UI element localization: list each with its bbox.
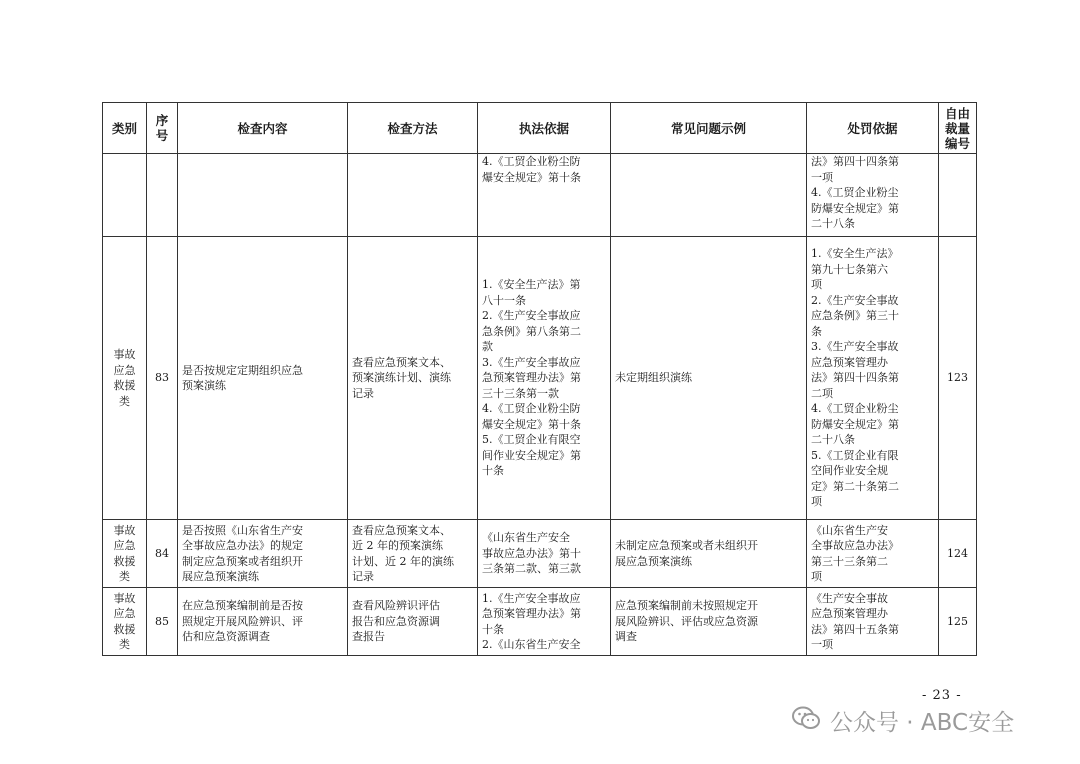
cell-number: 85 (147, 588, 178, 656)
cell-empty (348, 154, 478, 237)
cell-empty (611, 154, 807, 237)
cell-empty (147, 154, 178, 237)
cell-method: 查看风险辨识评估 报告和应急资源调 查报告 (348, 588, 478, 656)
cell-basis: 1.《生产安全事故应 急预案管理办法》第 十条 2.《山东省生产安全 (478, 588, 611, 656)
table-row (103, 520, 977, 588)
table-header-row (103, 103, 977, 154)
cell-number: 83 (147, 237, 178, 520)
watermark-text: 公众号 · ABC安全 (830, 710, 1015, 736)
cell-penalty: 《山东省生产安 全事故应急办法》 第三十三条第二 项 (807, 520, 939, 588)
cell-code: 124 (939, 520, 977, 588)
cell-method: 查看应急预案文本、 预案演练计划、演练 记录 (348, 237, 478, 520)
header-basis: 执法依据 (478, 103, 611, 154)
header-issue: 常见问题示例 (611, 103, 807, 154)
table-row (103, 588, 977, 656)
table-row (103, 237, 977, 520)
cell-code: 123 (939, 237, 977, 520)
table-row-continuation (103, 154, 977, 237)
wechat-icon (792, 706, 820, 736)
cell-number: 84 (147, 520, 178, 588)
header-number: 序 号 (147, 103, 178, 154)
cell-issue: 未制定应急预案或者未组织开 展应急预案演练 (611, 520, 807, 588)
page-number: - 23 - (922, 688, 962, 703)
cell-content: 是否按规定定期组织应急 预案演练 (178, 237, 348, 520)
cell-penalty: 1.《安全生产法》 第九十七条第六 项 2.《生产安全事故 应急条例》第三十 条 3.《生产安全事故 应急预案管理办 法》第四十四条第 二项 4.《工贸企业粉尘 防爆安全规定》第 二十八条 5.《工贸企业有限 空间作业安全规 定》第二十条第二 项 (807, 237, 939, 520)
header-code: 自由 裁量 编号 (939, 103, 977, 154)
header-category: 类别 (103, 103, 147, 154)
cell-penalty: 法》第四十四条第 一项 4.《工贸企业粉尘 防爆安全规定》第 二十八条 (807, 154, 939, 237)
cell-category: 事故 应急 救援 类 (103, 520, 147, 588)
header-penalty: 处罚依据 (807, 103, 939, 154)
inspection-table (102, 102, 977, 656)
header-content: 检查内容 (178, 103, 348, 154)
cell-code: 125 (939, 588, 977, 656)
watermark (792, 704, 1014, 737)
cell-penalty: 《生产安全事故 应急预案管理办 法》第四十五条第 一项 (807, 588, 939, 656)
cell-content: 在应急预案编制前是否按 照规定开展风险辨识、评 估和应急资源调查 (178, 588, 348, 656)
cell-method: 查看应急预案文本、 近 2 年的预案演练 计划、近 2 年的演练 记录 (348, 520, 478, 588)
cell-empty (939, 154, 977, 237)
cell-category: 事故 应急 救援 类 (103, 588, 147, 656)
cell-issue: 未定期组织演练 (611, 237, 807, 520)
cell-category: 事故 应急 救援 类 (103, 237, 147, 520)
cell-basis: 4.《工贸企业粉尘防 爆安全规定》第十条 (478, 154, 611, 237)
cell-content: 是否按照《山东省生产安 全事故应急办法》的规定 制定应急预案或者组织开 展应急预案演练 (178, 520, 348, 588)
cell-empty (103, 154, 147, 237)
cell-basis: 《山东省生产安全 事故应急办法》第十 三条第二款、第三款 (478, 520, 611, 588)
cell-empty (178, 154, 348, 237)
cell-basis: 1.《安全生产法》第 八十一条 2.《生产安全事故应 急条例》第八条第二 款 3.《生产安全事故应 急预案管理办法》第 三十三条第一款 4.《工贸企业粉尘防 爆安全规定》第十条 5.《工贸企业有限空 间作业安全规定》第 十条 (478, 237, 611, 520)
header-method: 检查方法 (348, 103, 478, 154)
cell-issue: 应急预案编制前未按照规定开 展风险辨识、评估或应急资源 调查 (611, 588, 807, 656)
